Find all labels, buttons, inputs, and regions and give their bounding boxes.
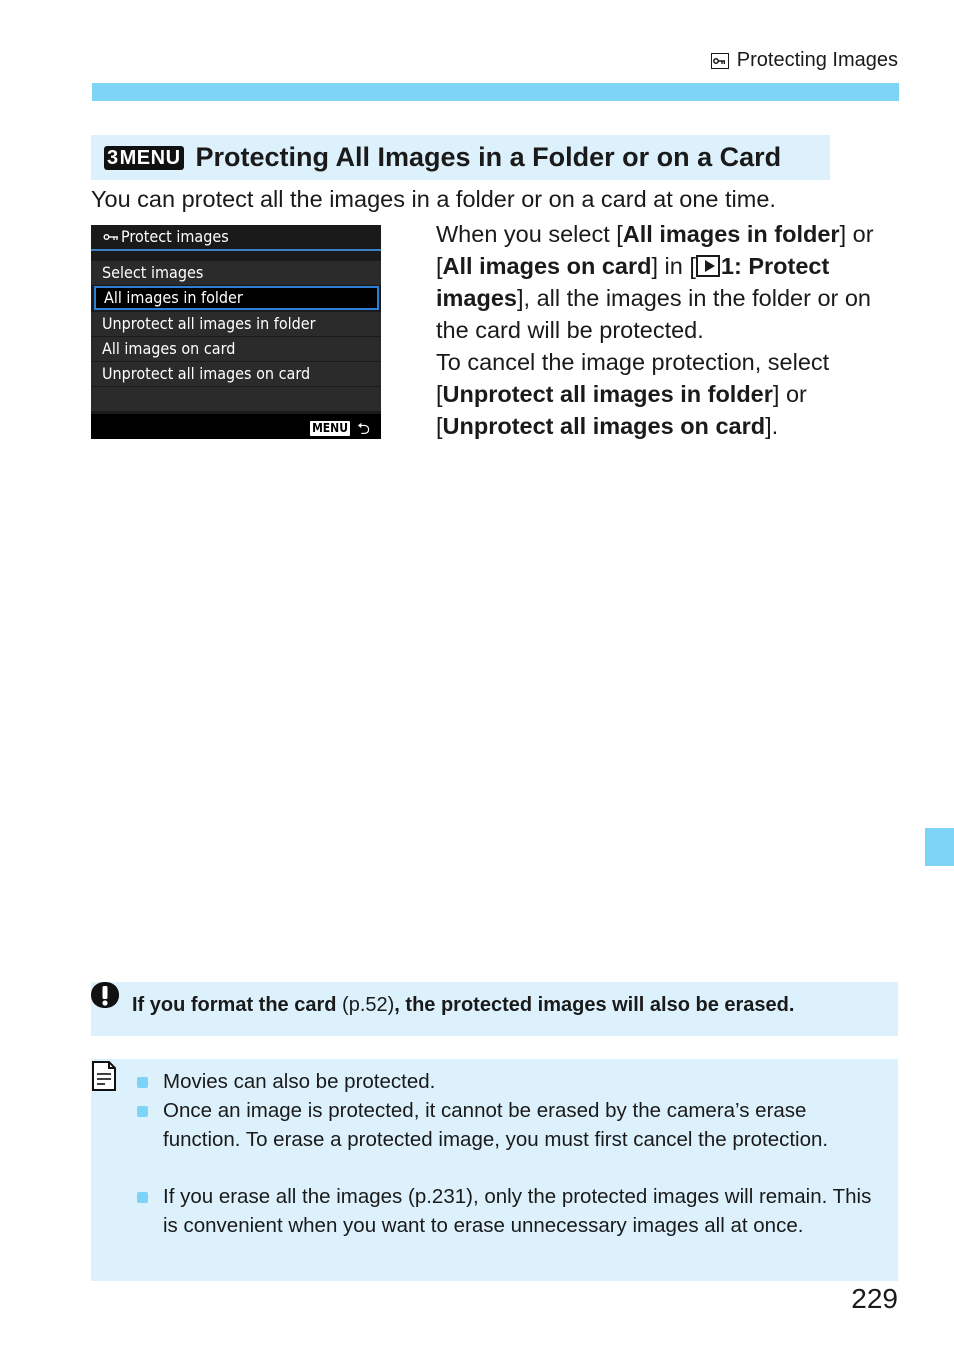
- running-head-title: Protecting Images: [736, 49, 898, 71]
- screen-item-unprotect-card[interactable]: Unprotect all images on card: [91, 362, 381, 386]
- chapter-side-tab: [925, 828, 954, 866]
- body-paragraph-1: When you select [All images in folder] or [All images on card] in [ 1: Protect images], all the images in the folder or on the card will be protected.: [436, 221, 874, 343]
- running-head: [711, 49, 898, 72]
- camera-screen: [91, 225, 381, 439]
- note-box: [91, 1059, 898, 1281]
- bullet-icon: [137, 1192, 148, 1203]
- caution-box: [91, 982, 898, 1036]
- return-arrow-icon: ⮌: [357, 419, 370, 438]
- screen-item-unprotect-folder[interactable]: Unprotect all images in folder: [91, 312, 381, 336]
- screen-item-empty: [91, 387, 381, 411]
- screen-footer: [91, 414, 381, 439]
- screen-item-all-images-in-folder[interactable]: All images in folder: [94, 286, 379, 310]
- caution-icon: [90, 981, 120, 1011]
- page-number: 229: [851, 1283, 898, 1314]
- note-item: Once an image is protected, it cannot be erased by the camera’s erase function. To erase a protected image, you must first cancel the protection.: [163, 1096, 883, 1154]
- intro-text: You can protect all the images in a folder or on a card at one time.: [91, 186, 776, 212]
- bullet-icon: [137, 1106, 148, 1117]
- menu-button-icon[interactable]: MENU: [312, 421, 348, 435]
- section-heading-bar: [91, 135, 830, 180]
- protect-key-icon: [711, 53, 729, 69]
- protect-key-icon: [103, 232, 119, 242]
- menu-tab-icon: 3MENU: [104, 146, 184, 170]
- screen-title: Protect images: [91, 225, 381, 251]
- bullet-icon: [137, 1077, 148, 1088]
- note-item: Movies can also be protected.: [163, 1067, 883, 1096]
- note-icon: [91, 1060, 117, 1092]
- screen-item-all-images-on-card[interactable]: All images on card: [91, 337, 381, 361]
- screen-item-select-images[interactable]: Select images: [91, 261, 381, 285]
- body-text: [436, 218, 906, 442]
- body-paragraph-2: To cancel the image protection, select [Unprotect all images in folder] or [Unprotect all images on card].: [436, 349, 830, 439]
- top-color-rule: [92, 83, 899, 101]
- playback-icon: [696, 255, 720, 277]
- section-title: Protecting All Images in a Folder or on a Card: [195, 142, 782, 172]
- caution-text: If you format the card (p.52), the protected images will also be erased.: [132, 994, 795, 1016]
- note-item: If you erase all the images (p.231), only the protected images will remain. This is convenient when you want to erase unnecessary images all at once.: [163, 1182, 883, 1240]
